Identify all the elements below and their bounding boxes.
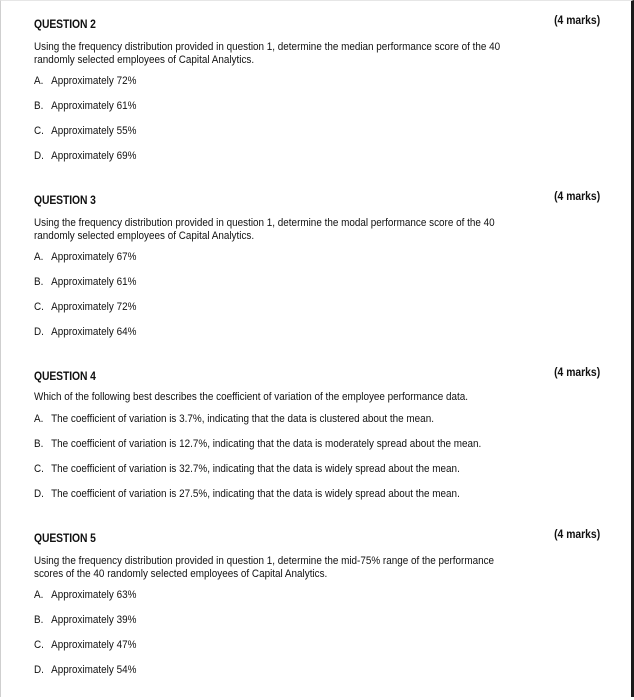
option-letter: D. [34, 664, 44, 676]
question-5 [34, 529, 600, 689]
options-list [34, 75, 600, 175]
option-a[interactable] [34, 413, 600, 438]
question-header [34, 15, 600, 31]
option-text: The coefficient of variation is 32.7%, indicating that the data is widely spread about the mean. [51, 463, 460, 475]
option-letter: C. [34, 125, 44, 137]
question-header [34, 191, 600, 207]
question-text: Which of the following best describes the coefficient of variation of the employee performance data. [34, 391, 469, 403]
question-title: QUESTION 2 [34, 19, 96, 31]
option-c[interactable] [34, 639, 600, 664]
option-text: Approximately 61% [51, 100, 137, 112]
question-header [34, 367, 600, 383]
option-a[interactable] [34, 75, 600, 100]
option-text: Approximately 72% [51, 75, 137, 87]
option-text: The coefficient of variation is 27.5%, indicating that the data is widely spread about the mean. [51, 488, 460, 500]
option-text: Approximately 64% [51, 326, 137, 338]
option-text: The coefficient of variation is 12.7%, indicating that the data is moderately spread about the mean. [51, 438, 482, 450]
question-header [34, 529, 600, 545]
option-letter: A. [34, 589, 44, 601]
question-marks: (4 marks) [553, 529, 600, 541]
question-text: Using the frequency distribution provided in question 1, determine the mid-75% range of the performance scores of the 40 randomly selected employees of Capital Analytics. [34, 555, 495, 580]
option-letter: A. [34, 413, 44, 425]
question-title: QUESTION 4 [34, 371, 96, 383]
option-letter: B. [34, 614, 44, 626]
option-letter: A. [34, 75, 44, 87]
option-text: Approximately 69% [51, 150, 137, 162]
option-letter: B. [34, 438, 44, 450]
question-4 [34, 367, 600, 513]
option-text: The coefficient of variation is 3.7%, indicating that the data is clustered about the mean. [51, 413, 434, 425]
option-text: Approximately 67% [51, 251, 137, 263]
question-marks: (4 marks) [553, 15, 600, 27]
options-list [34, 413, 600, 513]
option-letter: C. [34, 639, 44, 651]
question-text: Using the frequency distribution provided in question 1, determine the modal performance score of the 40 randomly selected employees of Capital Analytics. [34, 217, 495, 242]
option-a[interactable] [34, 251, 600, 276]
option-d[interactable] [34, 150, 600, 175]
option-c[interactable] [34, 463, 600, 488]
option-d[interactable] [34, 664, 600, 689]
option-letter: D. [34, 326, 44, 338]
question-3 [34, 191, 600, 351]
option-letter: D. [34, 150, 44, 162]
option-b[interactable] [34, 100, 600, 125]
option-b[interactable] [34, 614, 600, 639]
option-text: Approximately 55% [51, 125, 137, 137]
question-title: QUESTION 3 [34, 195, 96, 207]
options-list [34, 589, 600, 689]
question-text: Using the frequency distribution provided in question 1, determine the median performance score of the 40 randomly selected employees of Capital Analytics. [34, 41, 501, 66]
option-text: Approximately 39% [51, 614, 137, 626]
option-text: Approximately 72% [51, 301, 137, 313]
option-a[interactable] [34, 589, 600, 614]
option-c[interactable] [34, 125, 600, 150]
option-d[interactable] [34, 326, 600, 351]
question-marks: (4 marks) [553, 367, 600, 379]
option-letter: B. [34, 276, 44, 288]
option-text: Approximately 47% [51, 639, 137, 651]
question-title: QUESTION 5 [34, 533, 96, 545]
option-letter: D. [34, 488, 44, 500]
option-b[interactable] [34, 276, 600, 301]
option-text: Approximately 63% [51, 589, 137, 601]
option-d[interactable] [34, 488, 600, 513]
option-letter: C. [34, 301, 44, 313]
option-letter: C. [34, 463, 44, 475]
option-letter: B. [34, 100, 44, 112]
question-2 [34, 15, 600, 175]
option-text: Approximately 54% [51, 664, 137, 676]
option-letter: A. [34, 251, 44, 263]
option-b[interactable] [34, 438, 600, 463]
options-list [34, 251, 600, 351]
question-marks: (4 marks) [553, 191, 600, 203]
option-text: Approximately 61% [51, 276, 137, 288]
option-c[interactable] [34, 301, 600, 326]
